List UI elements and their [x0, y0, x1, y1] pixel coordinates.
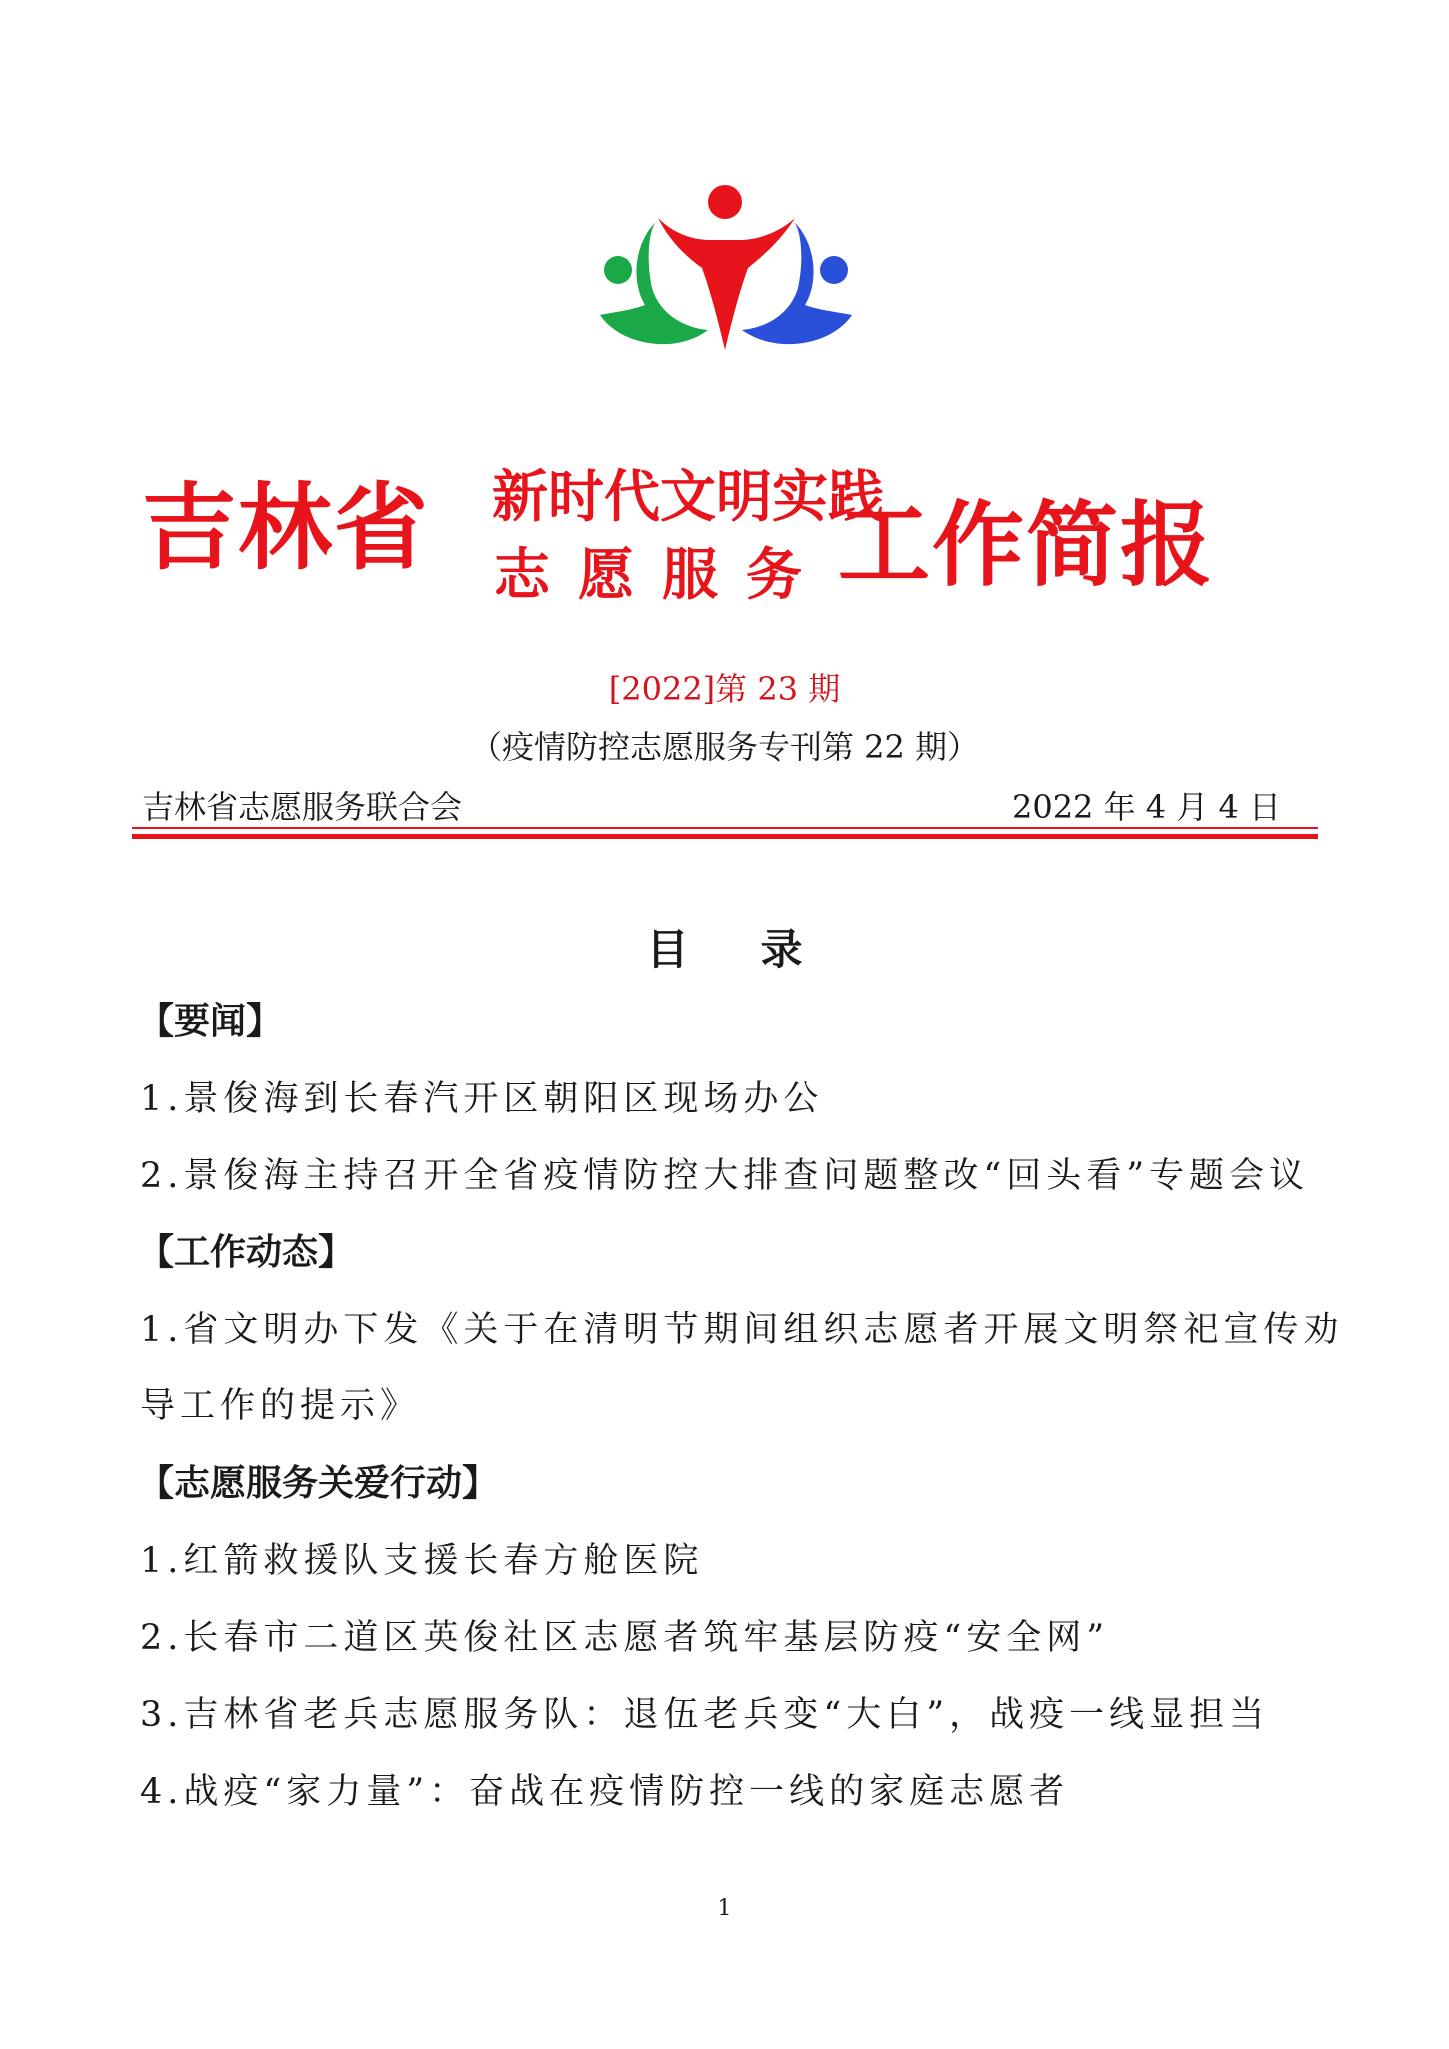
toc-section-title: 【要闻】	[138, 1001, 283, 1042]
page-number: 1	[717, 1896, 732, 1921]
publication-date: 2022 年 4 月 4 日	[1011, 788, 1281, 826]
toc-item: 1.红箭救援队支援长春方舱医院	[140, 1541, 704, 1581]
toc-item-continuation: 导工作的提示》	[140, 1386, 421, 1426]
toc-section-title: 【工作动态】	[138, 1232, 355, 1273]
toc-section-title: 【志愿服务关爱行动】	[138, 1463, 499, 1504]
toc-heading: 目录	[646, 925, 875, 974]
header-divider-thin	[132, 827, 1318, 829]
toc-item: 1.省文明办下发《关于在清明节期间组织志愿者开展文明祭祀宣传劝	[140, 1310, 1344, 1350]
publisher-organization: 吉林省志愿服务联合会	[142, 788, 463, 826]
masthead-line1: 新时代文明实践	[492, 465, 884, 530]
toc-item: 2.景俊海主持召开全省疫情防控大排查问题整改“回头看”专题会议	[140, 1156, 1310, 1196]
toc-item: 4.战疫“家力量”：奋战在疫情防控一线的家庭志愿者	[140, 1772, 1070, 1812]
header-divider-thick	[132, 834, 1318, 839]
issue-number: [2022]第 23 期	[608, 670, 841, 708]
masthead-province: 吉林省	[142, 474, 431, 583]
special-issue-label: （疫情防控志愿服务专刊第 22 期）	[469, 728, 980, 766]
toc-item: 2.长春市二道区英俊社区志愿者筑牢基层防疫“安全网”	[140, 1618, 1110, 1658]
masthead-line2: 志愿服务	[494, 543, 830, 608]
toc-item: 3.吉林省老兵志愿服务队：退伍老兵变“大白”，战疫一线显担当	[140, 1695, 1270, 1735]
toc-item: 1.景俊海到长春汽开区朝阳区现场办公	[140, 1079, 824, 1119]
masthead-suffix: 工作简报	[838, 492, 1215, 599]
volunteer-logo-icon	[590, 180, 860, 370]
